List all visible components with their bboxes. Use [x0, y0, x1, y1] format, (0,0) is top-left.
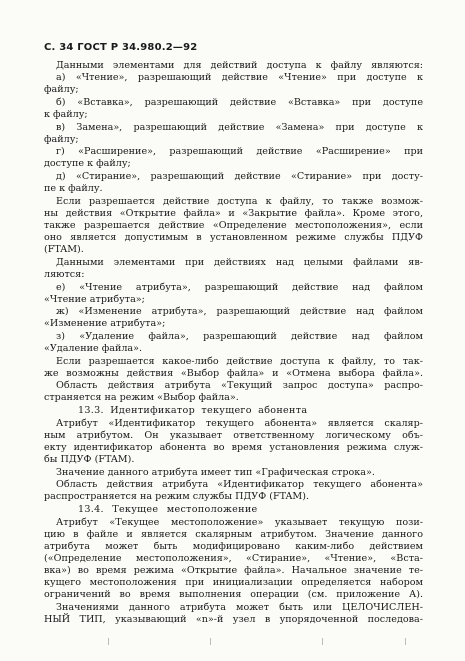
text-line: доступе к файлу; — [44, 158, 131, 169]
paragraph-line: Область действия атрибута «Идентификатор текущего абонента» — [56, 479, 423, 490]
text-line: к файлу; — [44, 109, 88, 120]
page-header: С. 34 ГОСТ Р 34.980.2—92 — [44, 42, 198, 53]
paragraph-line: Если разрешается действие доступа к файлу, то также возмож- — [56, 196, 423, 207]
paragraph-line: цию в файле и является скалярным атрибутом. Значение данного — [44, 529, 423, 540]
scan-margin-marks — [0, 638, 465, 648]
text-line: файлу; — [44, 134, 79, 145]
section-heading-13-4: 13.4. Текущее местоположение — [78, 504, 258, 515]
paragraph-line: Область действия атрибута «Текущий запрос доступа» распро- — [56, 380, 423, 391]
paragraph-line: Значениями данного атрибута может быть или ЦЕЛОЧИСЛЕН- — [56, 602, 423, 613]
paragraph-line: же возможны действия «Выбор файла» и «Отмена выбора файла». — [44, 368, 423, 379]
paragraph-line: («Определение местоположения», «Стирание», «Чтение», «Вста- — [44, 553, 423, 564]
text-line: Данными элементами для действий доступа к файлу являются: — [56, 60, 423, 71]
paragraph-line: ны действия «Открытие файла» и «Закрытие файла». Кроме этого, — [44, 208, 423, 219]
paragraph-line: Значение данного атрибута имеет тип «Графическая строка». — [56, 467, 375, 478]
paragraph-line: Атрибут «Идентификатор текущего абонента» является скаляр- — [56, 418, 423, 429]
paragraph-line: страняется на режим «Выбор файла». — [44, 392, 239, 403]
paragraph-line: Данными элементами при действиях над целыми файлами яв- — [56, 257, 423, 268]
paragraph-line: (FTAM). — [44, 244, 84, 255]
paragraph-line: кущего местоположения при инициализации определяется набором — [44, 577, 423, 588]
paragraph-line: распространяется на режим службы ПДУФ (FTAM). — [44, 491, 310, 502]
paragraph-line: оно является допустимым в установленном режиме службы ПДУФ — [44, 232, 423, 243]
paragraph-line: ным атрибутом. Он указывает ответственному логическому объ- — [44, 430, 423, 441]
list-item-zh: ж) «Изменение атрибута», разрешающий действие над файлом — [56, 306, 423, 317]
paragraph-line: бы ПДУФ (FTAM). — [44, 454, 135, 465]
paragraph-line: Если разрешается какое-либо действие доступа к файлу, то так- — [56, 356, 423, 367]
text-line: «Удаление файла». — [44, 343, 143, 354]
list-item-d: д) «Стирание», разрешающий действие «Стирание» при досту- — [56, 171, 423, 182]
list-item-g: г) «Расширение», разрешающий действие «Расширение» при — [56, 146, 423, 157]
text-line: пе к файлу. — [44, 183, 103, 194]
list-item-b: б) «Вставка», разрешающий действие «Вставка» при доступе — [56, 97, 423, 108]
text-line: «Изменение атрибута»; — [44, 318, 166, 329]
paragraph-line: ляются: — [44, 269, 85, 280]
paragraph-line: Атрибут «Текущее местоположение» указывает текущую пози- — [56, 517, 423, 528]
text-line: «Чтение атрибута»; — [44, 294, 145, 305]
paragraph-line: ограничений во время выполнения операции (см. приложение А). — [44, 589, 423, 600]
paragraph-line: екту идентификатор абонента во время установления режима служ- — [44, 442, 423, 453]
list-item-v: в) Замена», разрешающий действие «Замена» при доступе к — [56, 122, 423, 133]
list-item-a: а) «Чтение», разрешающий действие «Чтение» при доступе к — [56, 72, 423, 83]
list-item-z: з) «Удаление файла», разрешающий действие над файлом — [56, 331, 423, 342]
paragraph-line: НЫЙ ТИП, указывающий «n»-й узел в упорядоченной последова- — [44, 614, 423, 625]
list-item-e: е) «Чтение атрибута», разрешающий действие над файлом — [56, 282, 423, 293]
paragraph-line: атрибута может быть модифицировано каким-либо действием — [44, 541, 423, 552]
paragraph-line: также разрешается действие «Определение местоположения», если — [44, 220, 423, 231]
section-heading-13-3: 13.3. Идентификатор текущего абонента — [78, 405, 308, 416]
paragraph-line: вка») во время режима «Открытие файла». Начальное значение те- — [44, 565, 423, 576]
text-line: файлу; — [44, 84, 79, 95]
